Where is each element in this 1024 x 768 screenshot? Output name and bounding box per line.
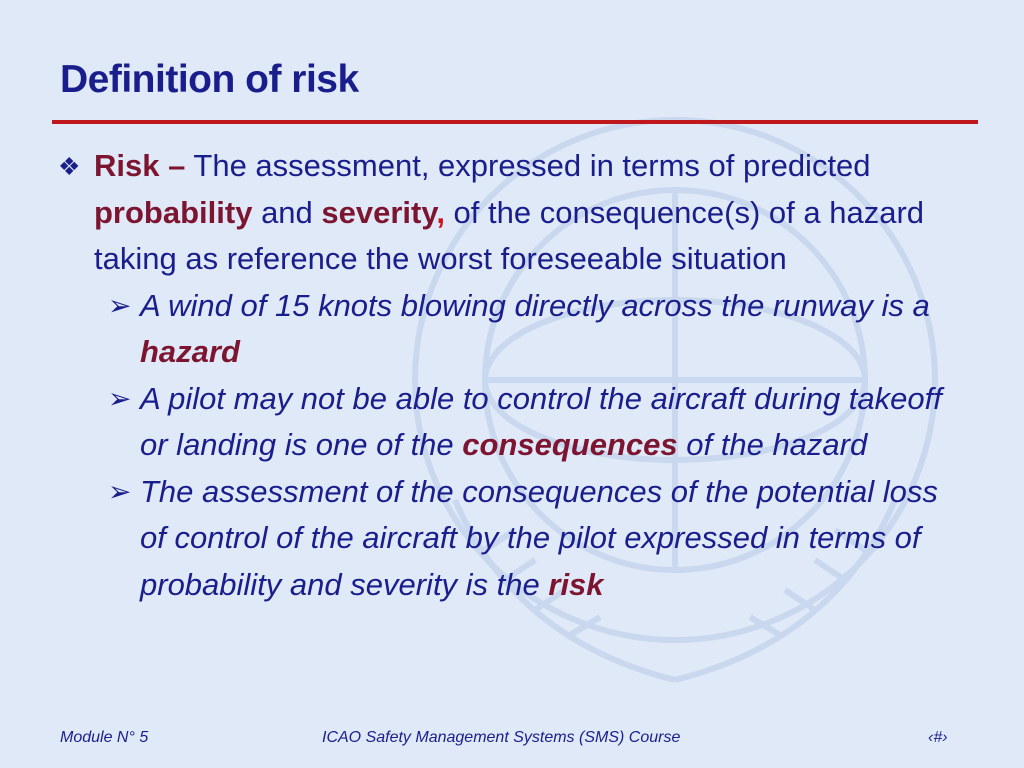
severity-comma: ,	[436, 194, 445, 230]
sub-bullet-2	[58, 376, 958, 469]
slide-title: Definition of risk	[60, 58, 359, 101]
definition-and: and	[252, 194, 322, 230]
sub-bullet-text: A pilot may not be able to control the aircraft during takeoff or landing is one of the	[140, 380, 942, 462]
sub-bullet-1	[58, 283, 958, 376]
title-divider	[52, 120, 978, 124]
sub-bullet-text-post: of the hazard	[677, 427, 868, 462]
probability-term: probability	[94, 194, 253, 230]
main-bullet	[58, 143, 958, 283]
diamond-bullet-icon: ❖	[58, 153, 81, 181]
arrow-bullet-icon: ➢	[108, 382, 132, 414]
definition-text-1: The assessment, expressed in terms of predicted	[185, 148, 871, 183]
sub-bullet-text: The assessment of the consequences of the potential loss of control of the aircraft by the pilot expressed in terms of probability and severity is the	[140, 473, 938, 602]
definition-text-2: of the consequence(s) of a hazard taking as reference the worst foreseeable situation	[94, 194, 925, 276]
footer-page-number: ‹#›	[928, 729, 948, 746]
footer-module: Module N° 5	[60, 729, 149, 746]
sub-bullet-3	[58, 469, 958, 609]
hazard-term: hazard	[140, 334, 240, 369]
arrow-bullet-icon: ➢	[108, 289, 132, 321]
consequences-term: consequences	[462, 427, 678, 462]
severity-term: severity	[321, 194, 437, 230]
slide-body	[58, 143, 958, 608]
arrow-bullet-icon: ➢	[108, 475, 132, 507]
risk-term-emph: risk	[548, 566, 604, 602]
risk-term: Risk –	[94, 148, 186, 183]
sub-bullet-text: A wind of 15 knots blowing directly across the runway is a	[140, 287, 930, 323]
footer-course: ICAO Safety Management Systems (SMS) Course	[322, 729, 681, 746]
